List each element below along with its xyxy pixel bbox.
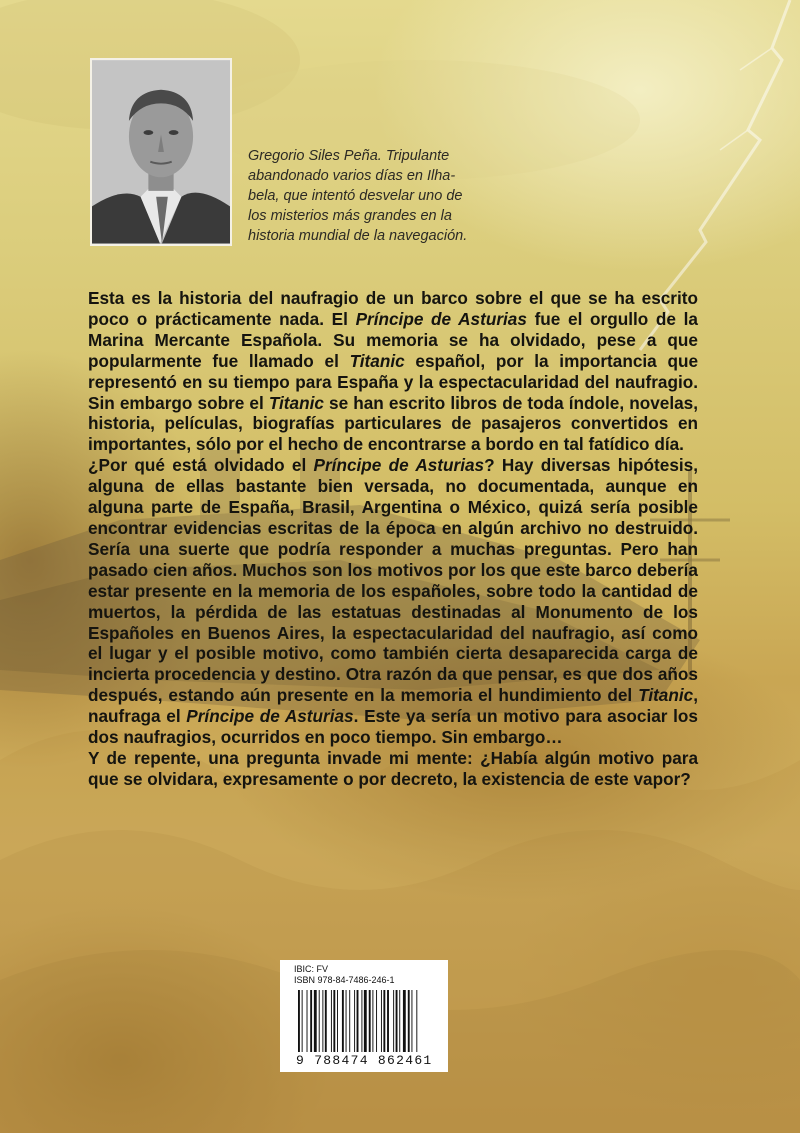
text-segment: Esta es la historia del naufragio de un barco sobre el que se ha escrito poco o prácticamente nada. El	[88, 288, 698, 329]
barcode-digits: 9 788474 862461	[296, 1053, 433, 1068]
titanic-name: Titanic	[268, 392, 324, 413]
titanic-name: Titanic	[349, 350, 405, 371]
isbn-label: ISBN 978-84-7486-246-1	[294, 975, 395, 985]
caption-line: Gregorio Siles Peña. Tripulante	[248, 148, 450, 164]
text-segment: , por la importancia que representó en su tiempo para España y la espectacularidad del naufragio. Sin embargo sobre el	[88, 350, 699, 413]
barcode-bar	[314, 990, 317, 1052]
barcode-bar	[416, 990, 417, 1052]
text-segment: . Este ya sería un motivo para asociar los dos naufragios, ocurridos en poco tiempo. Sin embargo…	[88, 706, 698, 748]
barcode-bar	[364, 990, 367, 1052]
caption-line: los misterios más grandes en la	[248, 208, 452, 224]
barcode-bar	[408, 990, 410, 1052]
ibic-label: IBIC: FV	[294, 964, 329, 974]
ship-name: Príncipe de Asturias	[355, 308, 527, 329]
barcode-bars	[298, 990, 440, 1052]
text-segment: , naufraga el	[88, 685, 698, 727]
author-portrait	[90, 58, 232, 246]
portrait-caption	[248, 146, 568, 246]
ship-name: Príncipe de Asturias	[313, 455, 485, 476]
barcode-bar	[302, 990, 303, 1052]
blurb-paragraph	[88, 748, 698, 790]
ship-name: Príncipe de Asturias	[186, 706, 354, 727]
text-segment: se han escrito libros de toda índole, novelas, historia, películas, biografías particulares de pasajeros convertidos en importantes, sólo por el hecho de encontrarse a bordo en tal fatídico día.	[88, 392, 698, 455]
barcode-bar	[376, 990, 377, 1052]
text-segment: el	[324, 350, 350, 371]
barcode-bar	[372, 990, 373, 1052]
barcode-bar	[333, 990, 335, 1052]
barcode-bar	[325, 990, 327, 1052]
barcode-bar	[399, 990, 400, 1052]
barcode-bar	[369, 990, 371, 1052]
barcode-bar	[361, 990, 362, 1052]
barcode-bar	[387, 990, 389, 1052]
barcode-bar	[298, 990, 300, 1052]
text-segment: fue el orgullo de la Marina Mercante Española. Su memoria se ha olvidado, pese a que popularmente fue llamado	[88, 308, 698, 371]
barcode-bar	[403, 990, 406, 1052]
barcode-bar	[396, 990, 398, 1052]
barcode-bar	[381, 990, 382, 1052]
isbn-barcode	[280, 960, 448, 1072]
barcode-bar	[393, 990, 394, 1052]
barcode-bar	[342, 990, 344, 1052]
caption-line: abandonado varios días en Ilha-	[248, 168, 456, 184]
text-segment: Y de repente, una pregunta invade mi mente: ¿Había algún motivo para que se olvidara, expresamente o por decreto, la existencia de este vapor?	[88, 747, 698, 789]
text-segment: ? Hay diversas hipótesis, alguna de ellas bastante bien versada, no documentada, aunque en alguna parte de España, Brasil, Argentina o México, quizá sería posible encontrar evidencias escritas de la época en algún archivo no destruido. Sería una suerte que podría responder a muchas preguntas. Pero han pasado cien años. Muchos son los motivos por los que este barco debería estar presente en la memoria de los españoles, sobre todo la cantidad de muertos, la pérdida de las estatuas destinadas al Monumento de los Españoles en Buenos Aires, la espectacularidad del naufragio, así como el lugar y el posible motivo, como también cierta desaparecida carga de incierta procedencia y destino. Otra razón da que pensar, es que dos años después, estando aún presente en la memoria el hundimiento del	[88, 455, 698, 706]
blurb-paragraph	[88, 455, 698, 748]
barcode-bar	[310, 990, 312, 1052]
text-segment: español	[404, 350, 481, 371]
barcode-bar	[319, 990, 320, 1052]
barcode-bar	[322, 990, 323, 1052]
portrait-image	[92, 60, 230, 244]
barcode-bar	[331, 990, 332, 1052]
barcode-bar	[346, 990, 347, 1052]
text-segment: ¿Por qué está olvidado el	[88, 455, 314, 476]
blurb-paragraph	[88, 288, 698, 455]
barcode-bar	[383, 990, 385, 1052]
titanic-name: Titanic	[638, 685, 694, 706]
barcode-bar	[411, 990, 412, 1052]
caption-line: historia mundial de la navegación.	[248, 228, 468, 244]
caption-line: bela, que intentó desvelar uno de	[248, 188, 463, 204]
barcode-bar	[337, 990, 338, 1052]
blurb-text	[88, 288, 698, 790]
barcode-bar	[354, 990, 355, 1052]
barcode-bar	[349, 990, 350, 1052]
barcode-bar	[307, 990, 308, 1052]
barcode-bar	[357, 990, 359, 1052]
